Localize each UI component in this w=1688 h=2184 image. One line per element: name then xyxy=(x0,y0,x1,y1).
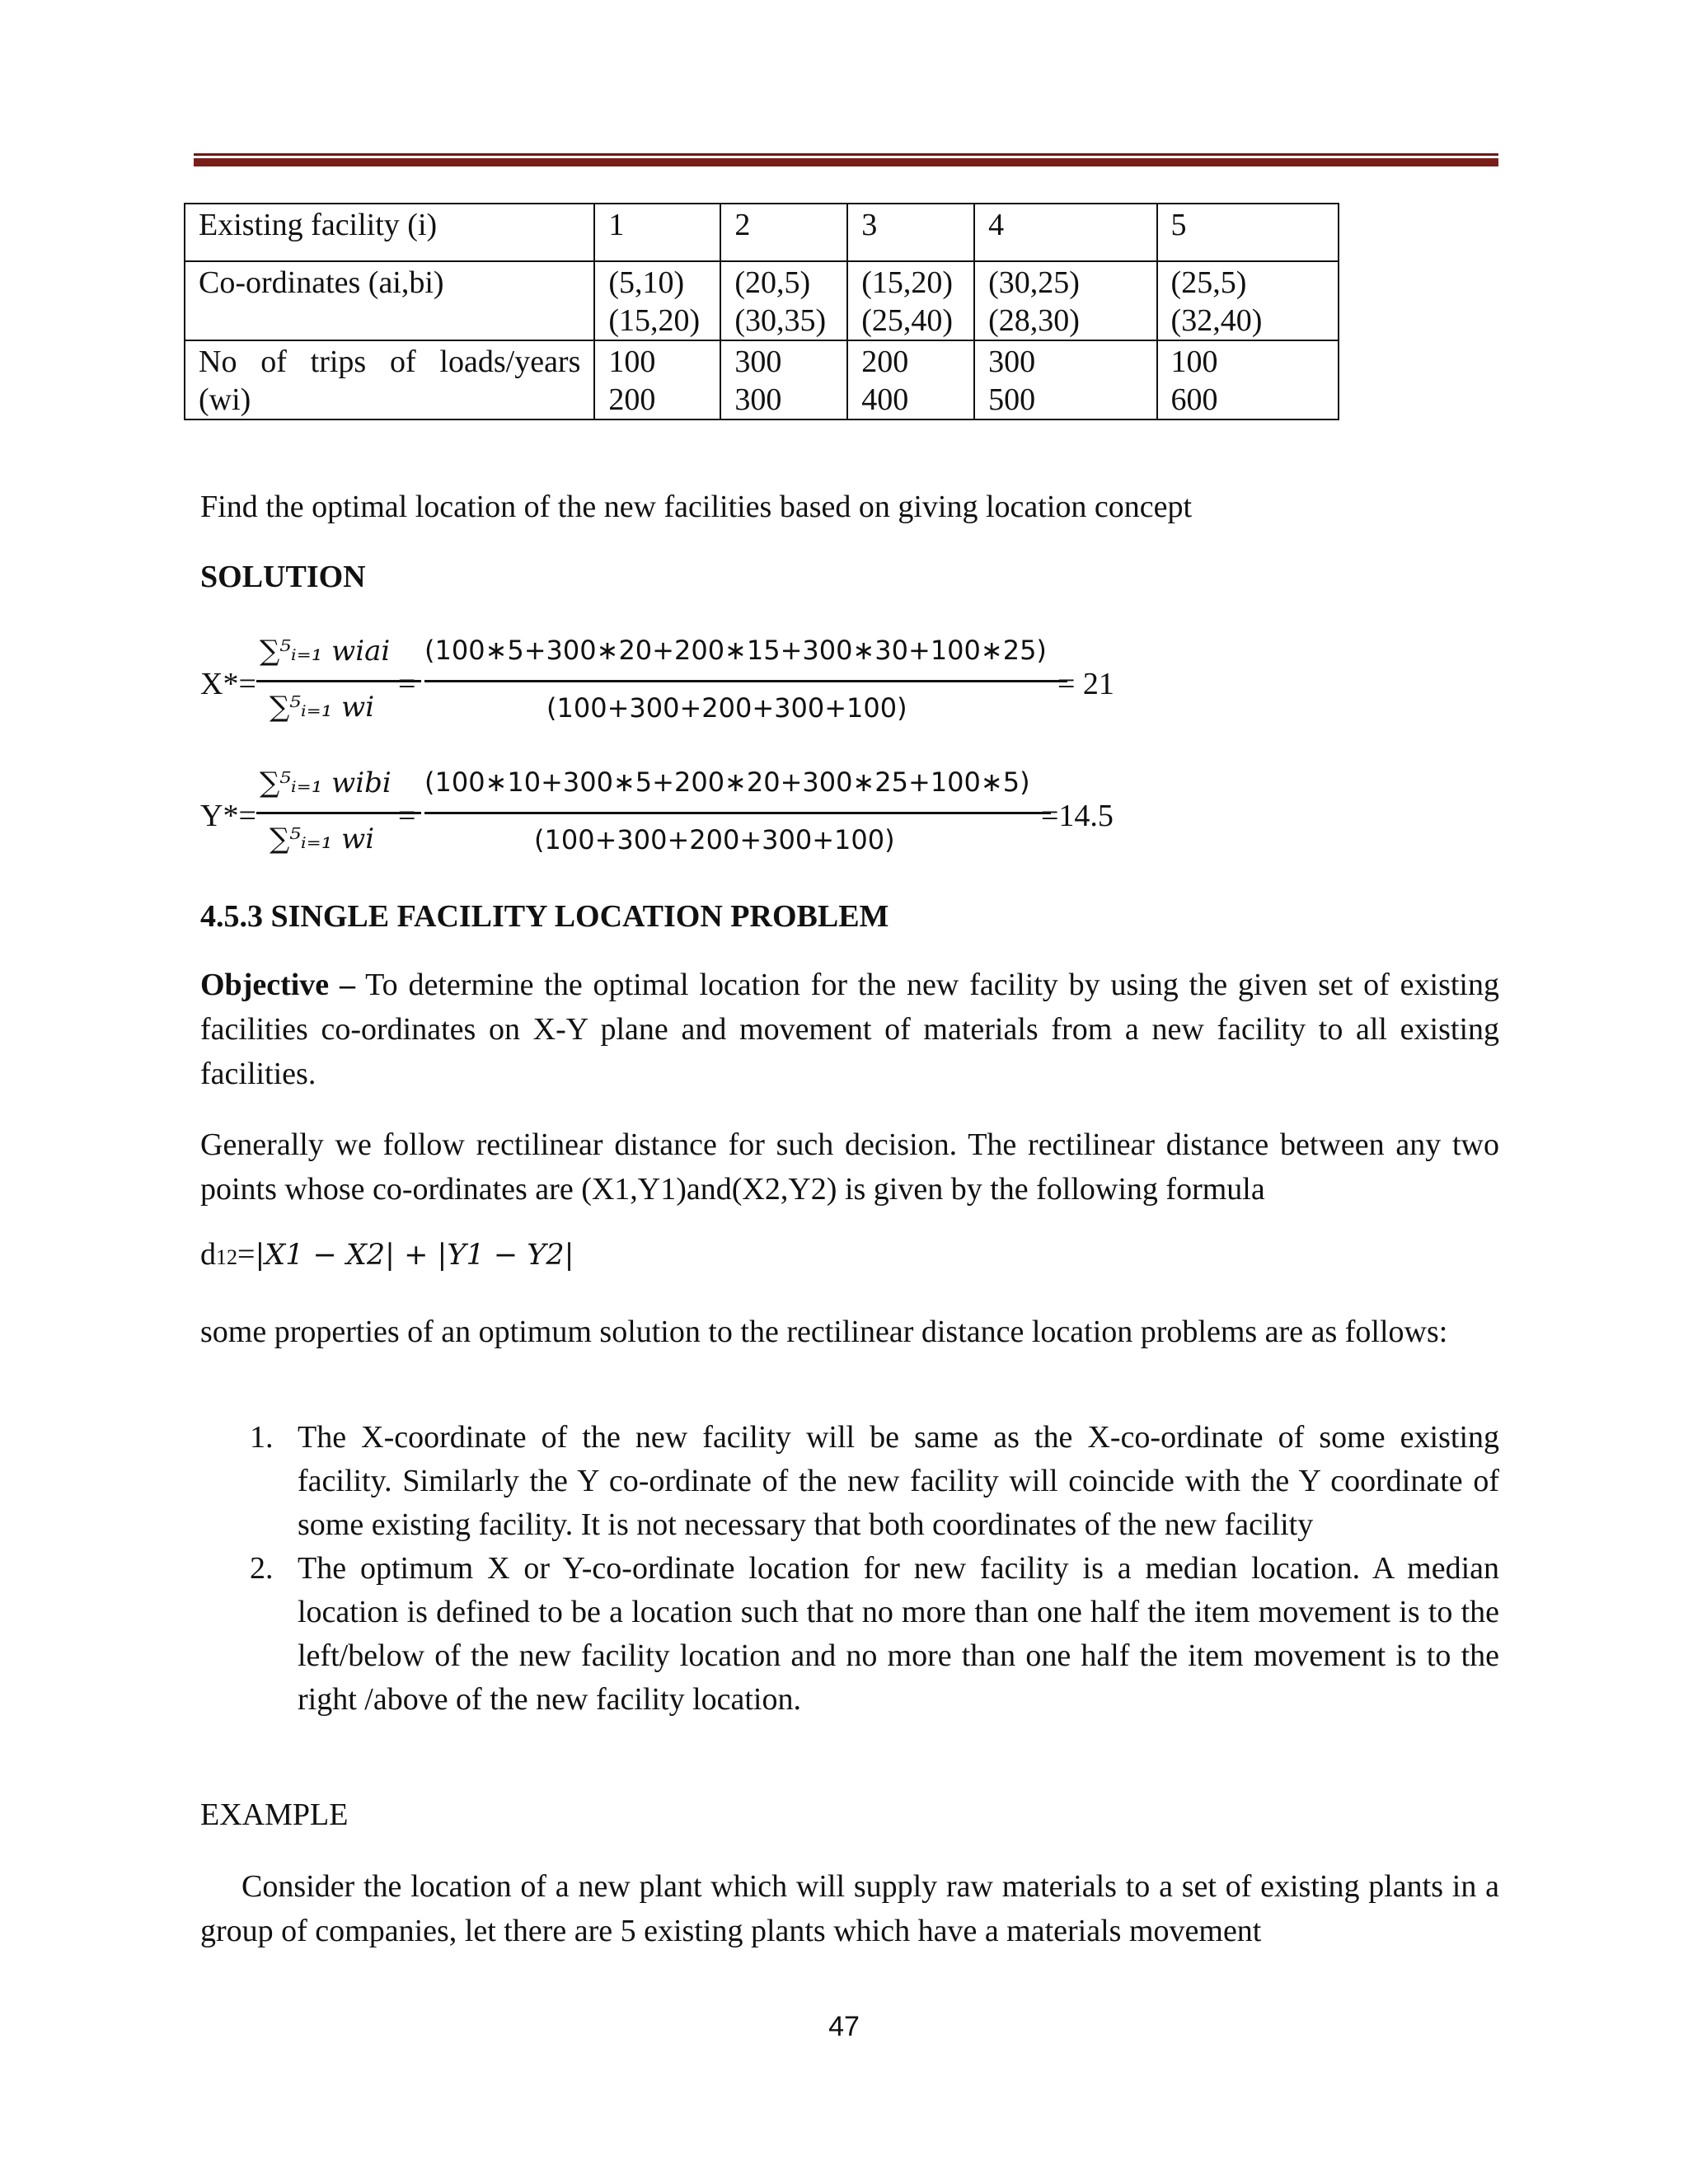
table-cell xyxy=(720,340,847,419)
cell-line: (30,25) xyxy=(988,265,1080,300)
cell-line: (wi) xyxy=(199,382,251,417)
section-heading: 4.5.3 SINGLE FACILITY LOCATION PROBLEM xyxy=(200,899,889,934)
table-cell xyxy=(594,261,720,340)
solution-heading: SOLUTION xyxy=(200,560,366,594)
table-cell xyxy=(1157,261,1339,340)
example-heading: EXAMPLE xyxy=(200,1797,349,1832)
table-cell xyxy=(847,261,974,340)
distance-expression: |X1 − X2| + |Y1 − Y2| xyxy=(255,1239,574,1272)
cell-line: 200 xyxy=(608,382,656,417)
cell-line: (25,5) xyxy=(1170,265,1247,300)
formula-y-equals: = xyxy=(398,799,416,833)
formula-y-sum-numerator: ∑⁵ᵢ₌₁ wibi xyxy=(260,766,392,799)
example-paragraph: Consider the location of a new plant which will supply raw materials to a set of existing plants in a group of companies, let there are 5 existing plants which have a materials movement xyxy=(200,1869,1499,1948)
cell-line: (15,20) xyxy=(861,265,954,300)
cell-line: (32,40) xyxy=(1170,303,1263,338)
cell-line: (25,40) xyxy=(861,303,954,338)
formula-x-equals: = xyxy=(398,667,416,701)
list-number: 1. xyxy=(250,1420,274,1455)
list-text: The optimum X or Y-co-ordinate location for new facility is a median location. A median location is defined to be a location such that no more than one half the item movement is to the left/below of the new facility location and no more than one half the item movement is to the right /above of the new facility location. xyxy=(298,1551,1499,1717)
cell-line: 300 xyxy=(734,382,782,417)
cell-line: No of trips of loads/years xyxy=(199,344,581,379)
formula-x-result: = 21 xyxy=(1057,667,1114,701)
distance-equals: = xyxy=(237,1237,256,1272)
table-cell: 3 xyxy=(847,204,974,261)
table-cell xyxy=(847,340,974,419)
properties-intro: some properties of an optimum solution to the rectilinear distance location problems are as follows: xyxy=(200,1315,1448,1349)
row-label: Existing facility (i) xyxy=(185,204,594,261)
distance-subscript: 12 xyxy=(216,1245,237,1269)
table-row xyxy=(185,261,1339,340)
objective-paragraph xyxy=(200,963,1499,1096)
fraction-bar xyxy=(256,680,421,682)
formula-y-expression-numerator: (100∗10+300∗5+200∗20+300∗25+100∗5) xyxy=(424,766,1030,798)
table-cell: 5 xyxy=(1157,204,1339,261)
fraction-bar xyxy=(256,812,421,814)
cell-line: 100 xyxy=(1170,344,1218,379)
cell-line: (28,30) xyxy=(988,303,1080,338)
formula-x xyxy=(200,633,1189,740)
cell-line: 300 xyxy=(988,344,1036,379)
formula-x-sum-numerator: ∑⁵ᵢ₌₁ wiai xyxy=(260,635,391,668)
formula-y-result: =14.5 xyxy=(1041,799,1114,833)
facility-table xyxy=(184,203,1339,420)
row-label: Co-ordinates (ai,bi) xyxy=(185,261,594,340)
formula-x-lhs: X*= xyxy=(200,667,256,701)
distance-formula xyxy=(200,1236,574,1272)
formula-x-expression-denominator: (100+300+200+300+100) xyxy=(546,692,907,724)
formula-x-expression-numerator: (100∗5+300∗20+200∗15+300∗30+100∗25) xyxy=(424,635,1047,666)
table-cell xyxy=(974,261,1156,340)
page-number: 47 xyxy=(828,2011,860,2042)
cell-line: 100 xyxy=(608,344,656,379)
table-cell xyxy=(974,340,1156,419)
table-cell xyxy=(1157,340,1339,419)
distance-prefix: d xyxy=(200,1237,216,1272)
cell-line: (20,5) xyxy=(734,265,811,300)
formula-y-lhs: Y*= xyxy=(200,799,256,833)
question-text: Find the optimal location of the new facilities based on giving location concept xyxy=(200,490,1193,524)
cell-line: 400 xyxy=(861,382,909,417)
table-row xyxy=(185,204,1339,261)
list-text: The X-coordinate of the new facility will be same as the X-co-ordinate of some existing facility. Similarly the Y co-ordinate of the new facility will coincide with the Y coordinate of some existing facility. It is not necessary that both coordinates of the new facility xyxy=(298,1420,1499,1542)
list-number: 2. xyxy=(250,1551,274,1586)
rectilinear-paragraph: Generally we follow rectilinear distance for such decision. The rectilinear distance between any two points whose co-ordinates are (X1,Y1)and(X2,Y2) is given by the following formula xyxy=(200,1127,1499,1207)
header-rule-thick xyxy=(194,158,1498,166)
list-item xyxy=(200,1547,1499,1722)
formula-y xyxy=(200,765,1189,872)
table-cell: 2 xyxy=(720,204,847,261)
table-cell xyxy=(720,261,847,340)
cell-line: 200 xyxy=(861,344,909,379)
list-item xyxy=(200,1416,1499,1547)
cell-line: (30,35) xyxy=(734,303,827,338)
table-cell: 4 xyxy=(974,204,1156,261)
properties-list xyxy=(200,1416,1499,1722)
formula-y-sum-denominator: ∑⁵ᵢ₌₁ wi xyxy=(270,823,375,855)
table-cell xyxy=(594,340,720,419)
cell-line: (15,20) xyxy=(608,303,701,338)
cell-line: 600 xyxy=(1170,382,1218,417)
objective-text: To determine the optimal location for the new facility by using the given set of existing facilities co-ordinates on X-Y plane and movement of materials from a new facility to all existing facilities. xyxy=(200,968,1499,1091)
cell-line: (5,10) xyxy=(608,265,685,300)
formula-y-expression-denominator: (100+300+200+300+100) xyxy=(534,824,895,855)
cell-line: 300 xyxy=(734,344,782,379)
header-rule-thin xyxy=(194,153,1498,156)
table-row xyxy=(185,340,1339,419)
formula-x-sum-denominator: ∑⁵ᵢ₌₁ wi xyxy=(270,691,375,724)
fraction-bar xyxy=(424,812,1051,814)
row-label xyxy=(185,340,594,419)
fraction-bar xyxy=(424,680,1067,682)
objective-label: Objective – xyxy=(200,968,355,1002)
cell-line: 500 xyxy=(988,382,1036,417)
table-cell: 1 xyxy=(594,204,720,261)
